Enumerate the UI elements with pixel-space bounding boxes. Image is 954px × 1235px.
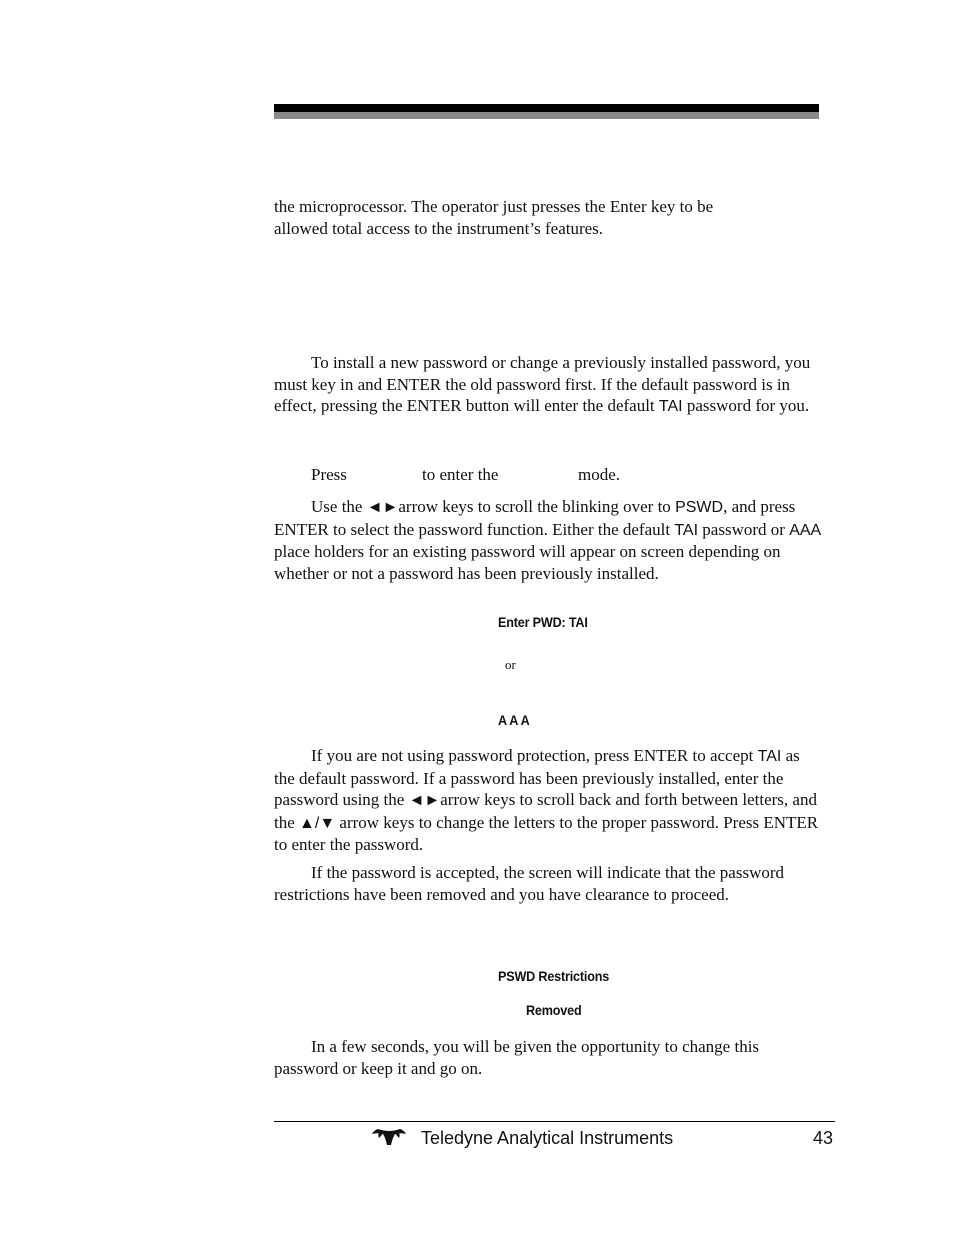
use-code-aaa: AAA (789, 521, 822, 539)
use-code-pswd: PSWD (675, 499, 724, 516)
few-seconds-paragraph: In a few seconds, you will be given the opportunity to change this password or keep it and go on. (274, 1037, 760, 1078)
footer-rule (274, 1121, 835, 1122)
accept-text-3: arrow keys to scroll back and forth between letters, and the (274, 790, 817, 832)
install-paragraph (274, 352, 822, 418)
accept-code-tai: TAI (757, 748, 782, 765)
display-removed: Removed (526, 1002, 582, 1018)
press-word: Press (311, 465, 347, 484)
use-text-3: , and press ENTER to select the password function. Either the default (274, 497, 796, 539)
header-rule-black (274, 104, 819, 112)
display-pswd-restrictions: PSWD Restrictions (498, 968, 610, 984)
up-down-arrows-icon: ▲/▼ (299, 814, 336, 832)
teledyne-logo-icon (372, 1128, 406, 1146)
enter-the-text: to enter the (422, 465, 499, 484)
mode-text: mode. (578, 465, 621, 484)
footer-page-number: 43 (813, 1128, 834, 1148)
header-rule-grey (274, 112, 819, 119)
accepted-paragraph: If the password is accepted, the screen will indicate that the password restrictions have been removed and you have clearance to proceed. (274, 863, 785, 904)
accept-text-1: If you are not using password protection, press ENTER to accept (311, 746, 758, 765)
install-text-2: password for you. (682, 396, 810, 416)
footer-company: Teledyne Analytical Instruments (421, 1128, 674, 1148)
press-instruction (274, 465, 822, 487)
intro-line-2: allowed total access to the instrument’s features. (274, 219, 604, 238)
display-or: or (505, 657, 516, 672)
accept-paragraph (274, 745, 822, 856)
install-code-tai: TAI (658, 398, 683, 416)
accept-text-4: arrow keys to change the letters to the proper password. Press ENTER to enter the password. (274, 812, 819, 855)
intro-line-1: the microprocessor. The operator just presses the Enter key to be (274, 197, 714, 216)
display-aaa: A A A (498, 712, 530, 728)
install-text-1: To install a new password or change a previously installed password, you must key in and ENTER the old password first. If the default password is in effect, pressing the ENTER button will enter the default (274, 353, 811, 416)
display-enter-pwd: Enter PWD: TAI (498, 614, 588, 630)
left-right-arrows-icon: ◄► (366, 499, 399, 516)
left-right-arrows-icon: ◄► (408, 792, 441, 810)
use-text-1: Use the (311, 497, 367, 516)
accept-text-2: as the default password. If a password has been previously installed, enter the password using the (274, 746, 800, 810)
use-code-tai: TAI (674, 521, 699, 539)
use-arrows-paragraph (274, 496, 822, 584)
use-text-4: password or (698, 519, 790, 539)
use-text-2: arrow keys to scroll the blinking over to (398, 497, 676, 516)
use-text-5: place holders for an existing password will appear on screen depending on whether or not a password has been previously installed. (274, 542, 781, 583)
